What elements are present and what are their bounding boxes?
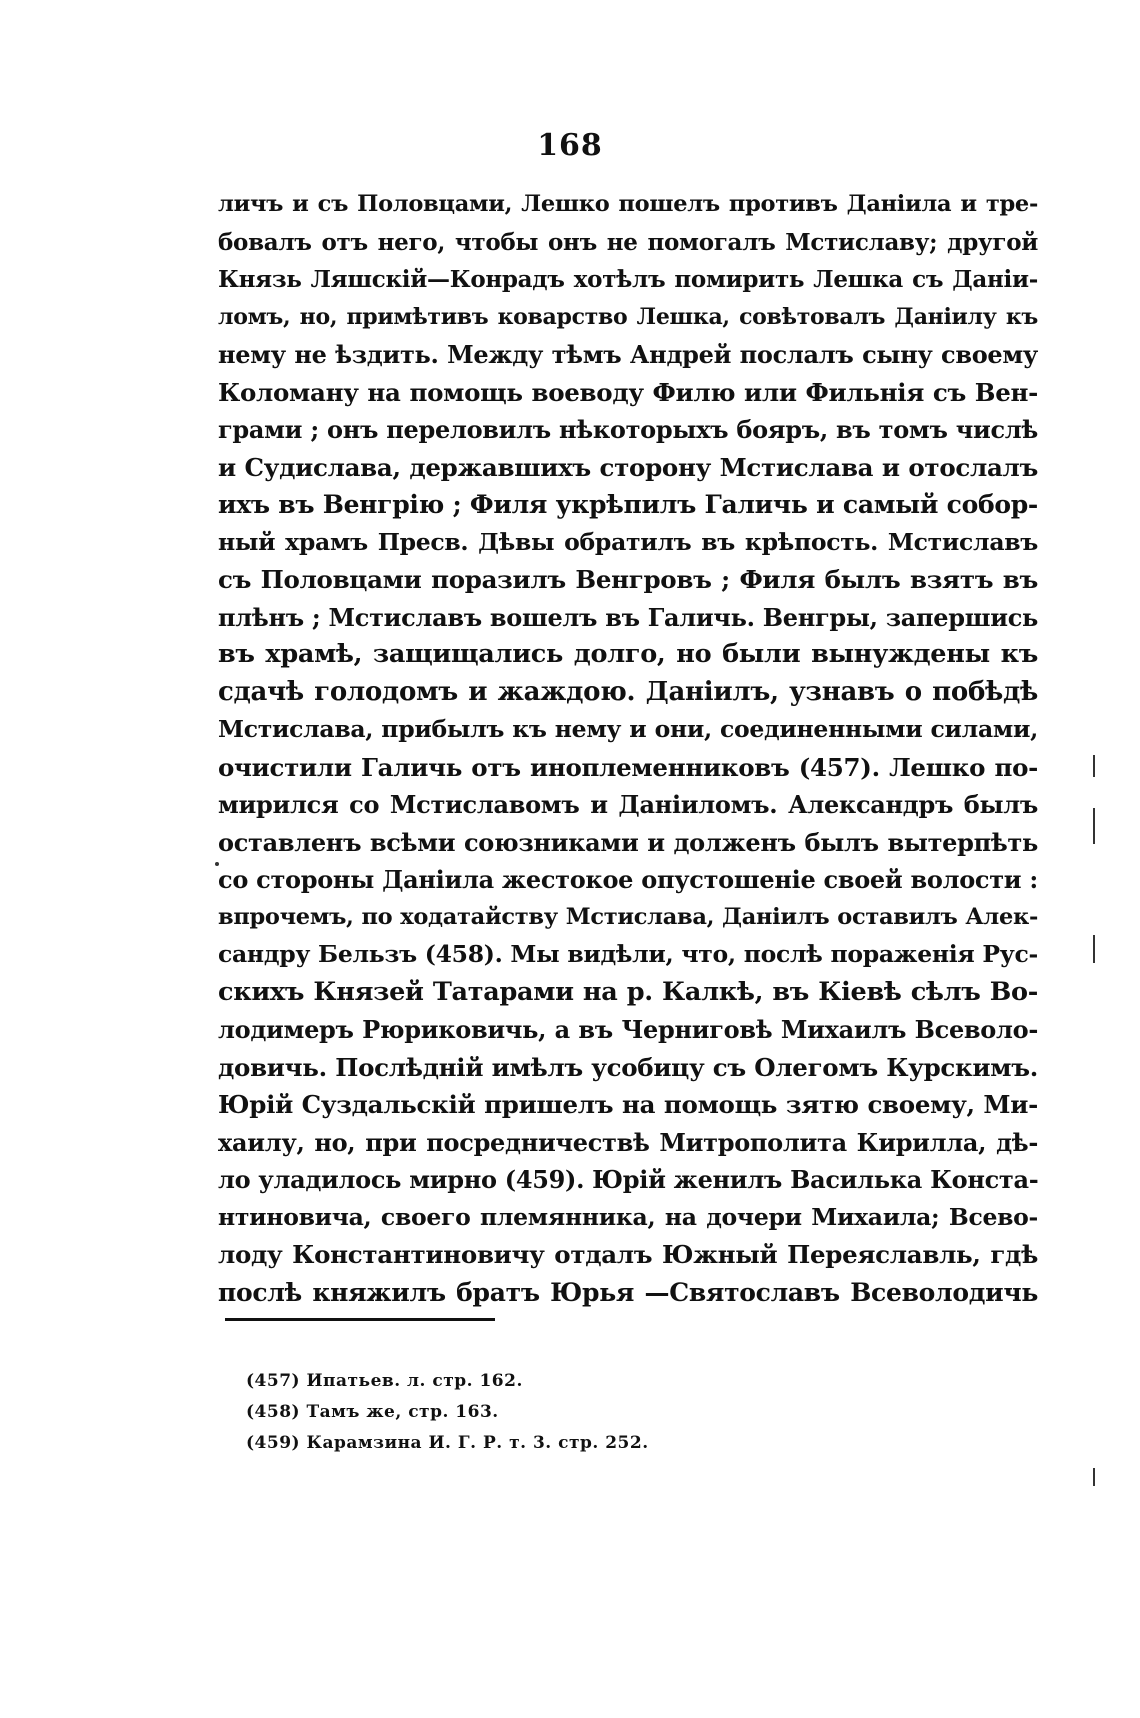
footnote: (459) Карамзина И. Г. Р. т. 3. стр. 252. [246,1433,649,1453]
text-line: нему не ѣздить. Между тѣмъ Андрей послалъ сыну своему [218,340,1038,369]
text-line: Коломану на помощь воеводу Филю или Фильнія съ Вен- [218,377,1038,407]
text-line: съ Половцами поразилъ Венгровъ ; Филя былъ взятъ въ [218,565,1038,594]
text-line: ихъ въ Венгрію ; Филя укрѣпилъ Галичь и самый собор- [218,490,1038,519]
footnote: (458) Тамъ же, стр. 163. [246,1402,499,1422]
scan-dot [215,862,219,866]
text-line: лоду Константиновичу отдалъ Южный Переяславль, гдѣ [218,1240,1038,1269]
text-line: впрочемъ, по ходатайству Мстислава, Даніилъ оставилъ Алек- [218,903,1038,930]
text-line: ный храмъ Пресв. Дѣвы обратилъ въ крѣпость. Мстиславъ [218,527,1038,556]
text-line: нтиновича, своего племянника, на дочери Михаила; Всево- [218,1202,1038,1231]
body-text [218,186,1038,1311]
text-line: довичь. Послѣдній имѣлъ усобицу съ Олегомъ Курскимъ. [218,1052,1038,1082]
scan-mark [1093,935,1095,963]
text-line: Князь Ляшскій—Конрадъ хотѣлъ помирить Лешка съ Данiи- [218,266,1038,293]
text-line: скихъ Князей Татарами на р. Калкѣ, въ Кіевѣ сѣлъ Во- [218,976,1038,1007]
text-line: лодимеръ Рюриковичь, а въ Черниговѣ Михаилъ Всеволо- [218,1015,1038,1044]
text-line: послѣ княжилъ братъ Юрья —Святославъ Всеволодичь [218,1277,1038,1307]
text-line: оставленъ всѣми союзниками и долженъ былъ вытерпѣть [218,827,1038,857]
text-line: ломъ, но, примѣтивъ коварство Лешка, совѣтовалъ Даніилу къ [218,303,1038,330]
text-line: хаилу, но, при посредничествѣ Митрополита Кирилла, дѣ- [218,1127,1038,1157]
footnotes [246,1366,846,1459]
text-line: грами ; онъ переловилъ нѣкоторыхъ бояръ, въ томъ числѣ [218,415,1038,444]
text-line: со стороны Даніила жестокое опустошеніе своей волости : [218,865,1038,894]
text-line: мирился со Мстиславомъ и Даніиломъ. Александръ былъ [218,790,1038,819]
text-line: въ храмѣ, защищались долго, но были вынуждены къ [218,639,1038,669]
footnote-divider [225,1318,495,1321]
scan-mark [1093,1468,1095,1486]
text-line: очистили Галичь отъ иноплеменниковъ (457). Лешко по- [218,752,1038,782]
text-line: сдачѣ голодомъ и жаждою. Даніилъ, узнавъ о побѣдѣ [218,676,1038,707]
scan-mark [1093,755,1095,777]
text-line: ло уладилось мирно (459). Юрій женилъ Василька Конста- [218,1165,1039,1194]
scan-mark [1093,808,1095,844]
text-line: сандру Бельзъ (458). Мы видѣли, что, послѣ пораженія Рус- [218,940,1038,968]
text-line: бовалъ отъ него, чтобы онъ не помогалъ Мстиславу; другой [218,228,1038,256]
text-line: плѣнъ ; Мстиславъ вошелъ въ Галичь. Венгры, запершись [218,602,1039,632]
footnote: (457) Ипатьев. л. стр. 162. [246,1371,523,1391]
page-number: 168 [537,128,603,163]
text-line: Мстислава, прибылъ къ нему и они, соединенными силами, [218,715,1038,743]
text-line: личъ и съ Половцами, Лешко пошелъ противъ Даніила и тре- [218,191,1038,217]
text-line: и Судислава, державшихъ сторону Мстислава и отослалъ [218,452,1038,482]
text-line: Юрій Суздальскій пришелъ на помощь зятю своему, Ми- [218,1090,1038,1119]
